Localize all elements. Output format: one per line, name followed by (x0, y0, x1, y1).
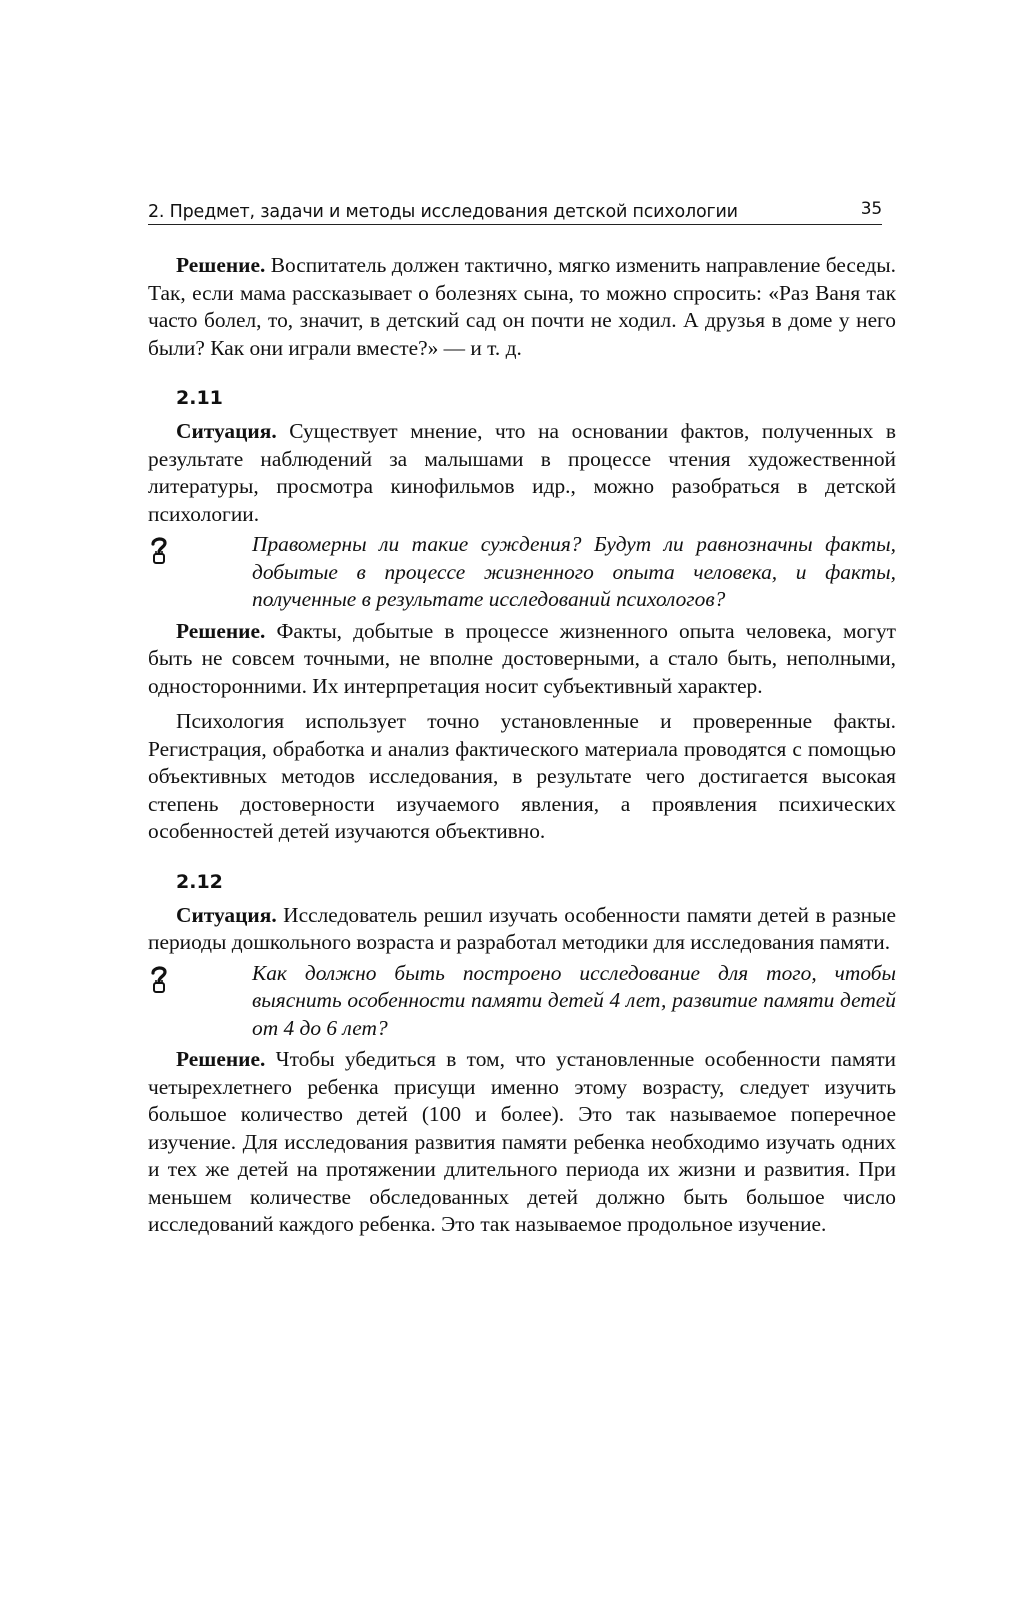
section-number: 2.12 (176, 870, 223, 893)
running-title: 2. Предмет, задачи и методы исследования детской психологии (148, 202, 738, 222)
solution-label: Решение. (176, 618, 266, 643)
solution-text: Чтобы убедиться в том, что установленные особенности памяти четырехлетнего ребенка присущи именно этому возрасту, следует изучить большое количество детей (100 и более). Это так называемое поперечное изучение. Для исследования развития памяти ребенка необходимо изучать одних и тех же детей на протяжении длительного периода их жизни и развития. При меньшем количестве обследованных детей должно быть большое число исследований каждого ребенка. Это так называемое продольное изучение. (148, 1047, 896, 1236)
question-text: Как должно быть построено исследование для того, чтобы выяснить особенности памяти детей 4 лет, развитие памяти детей от 4 до 6 лет? (252, 960, 896, 1040)
question-block (148, 531, 896, 614)
situation-paragraph (148, 418, 896, 528)
solution-paragraph (148, 252, 896, 362)
section-number: 2.11 (176, 387, 223, 409)
solution-text: Воспитатель должен тактично, мягко изменить направление беседы. Так, если мама рассказывает о болезнях сына, то можно спросить: «Раз Ваня так часто болел, то, значит, в детский сад он почти не ходил. А друзья в доме у него были? Как они играли вместе?» — и т. д. (148, 253, 896, 360)
page-body (148, 252, 896, 1239)
running-header (148, 198, 882, 225)
solution-text: Факты, добытые в процессе жизненного опыта человека, могут быть не совсем точными, не вполне достоверными, а стало быть, неполными, односторонними. Их интерпретация носит субъективный характер. (148, 618, 896, 698)
paragraph-gap (148, 700, 896, 708)
solution-label: Решение. (176, 253, 266, 277)
situation-paragraph (148, 902, 896, 957)
solution-paragraph (148, 618, 896, 701)
question-hand-icon (148, 964, 170, 994)
question-text: Правомерны ли такие суждения? Будут ли равнозначны факты, добытые в процессе жизненного опыта человека, и факты, полученные в результате исследований психологов? (252, 532, 896, 611)
solution-label: Решение. (176, 1047, 266, 1071)
situation-text: Исследователь решил изучать особенности памяти детей в разные периоды дошкольного возраста и разработал методики для исследования памяти. (148, 902, 896, 954)
situation-text: Существует мнение, что на основании фактов, полученных в результате наблюдений за малышами в процессе чтения художественной литературы, просмотра кинофильмов идр., можно разобраться в детской психологии. (148, 419, 896, 526)
body-paragraph: Психология использует точно установленные и проверенные факты. Регистрация, обработка и анализ фактического материала проводятся с помощью объективных методов исследования, в результате чего достигается высокая степень достоверности изучаемого явления, а проявления психических особенностей детей изучаются объективно. (148, 709, 896, 843)
question-block (148, 960, 896, 1043)
page-number: 35 (860, 199, 882, 219)
situation-label: Ситуация. (176, 419, 277, 443)
question-hand-icon (148, 535, 170, 565)
solution-paragraph (148, 1046, 896, 1239)
situation-label: Ситуация. (176, 902, 277, 927)
